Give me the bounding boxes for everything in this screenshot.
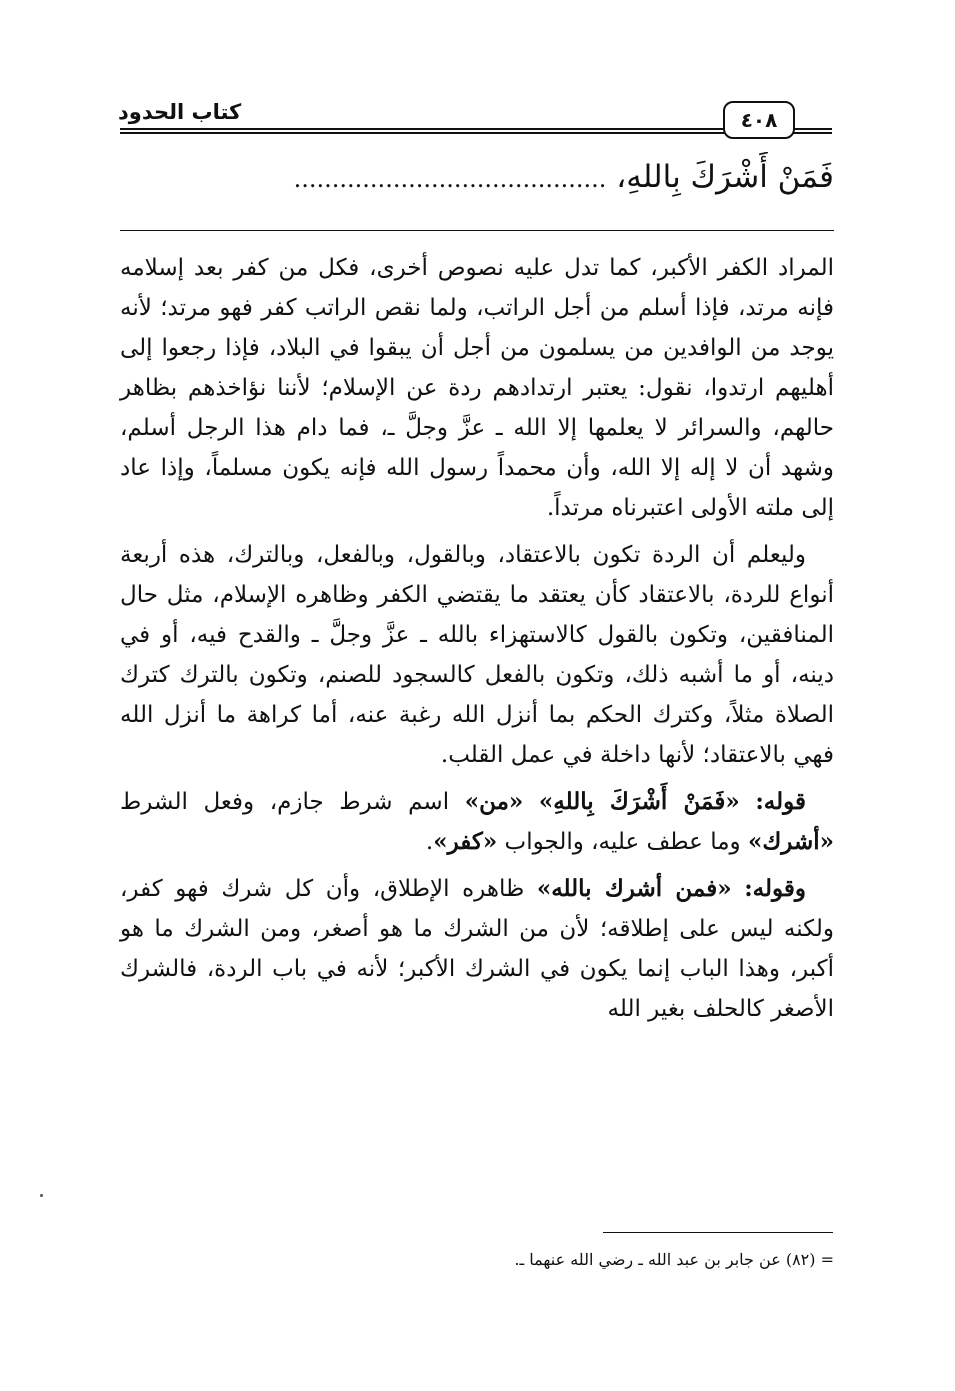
paragraph-4-rest: ظاهره الإطلاق، وأن كل شرك فهو كفر، ولكنه ليس على إطلاقه؛ لأن من الشرك ما هو أصغر، ومن الشرك ما هو أكبر، وهذا الباب إنما يكون في الشرك الأكبر؛ لأنه في باب الردة، فالشرك الأصغر كالحلف بغير الله (120, 876, 834, 1022)
paragraph-1: المراد الكفر الأكبر، كما تدل عليه نصوص أخرى، فكل من كفر بعد إسلامه فإنه مرتد، فإذا أسلم من أجل الراتب، ولما نقص الراتب كفر فهو مرتد؛ لأنه يوجد من الوافدين من يسلمون من أجل أن يبقوا في البلاد، فإذا رجعوا إلى أهليهم ارتدوا، نقول: يعتبر ارتدادهم ردة عن الإسلام؛ لأننا نؤاخذهم بظاهر حالهم، والسرائر لا يعلمها إلا الله ـ عزَّ وجلَّ ـ، فما دام هذا الرجل أسلم، وشهد أن لا إله إلا الله، وأن محمداً رسول الله فإنه يكون مسلماً، وإذا عاد إلى ملته الأولى اعتبرناه مرتداً. (120, 255, 834, 521)
footnote-text: (٨٢) عن جابر بن عبد الله ـ رضي الله عنهما ـ. (514, 1250, 816, 1269)
paragraph-3-label: قوله: (755, 788, 807, 815)
page-number: ٤٠٨ (723, 101, 795, 139)
paragraph-3-kafara: «كفر» (433, 828, 498, 855)
matn-text: فَمَنْ أَشْرَكَ بِاللهِ، (616, 159, 834, 195)
matn-dots: ......................................... (293, 165, 607, 193)
footnote (300, 1247, 834, 1273)
footnote-separator (603, 1232, 833, 1233)
paragraph-4 (120, 869, 834, 1029)
scan-speck (40, 1194, 43, 1197)
paragraph-4-quote: «فمن أشرك بالله» (536, 875, 732, 902)
paragraph-3-mid: اسم شرط جازم، وفعل الشرط (120, 789, 450, 815)
matn-separator (120, 230, 834, 231)
matn-line (120, 152, 834, 202)
paragraph-3-man: «من» (464, 788, 524, 815)
paragraph-4-label: وقوله: (744, 875, 806, 902)
paragraph-3 (120, 782, 834, 862)
paragraph-3-end: . (425, 829, 434, 855)
body-text (120, 248, 834, 1036)
paragraph-3-mid2: وما عطف عليه، والجواب (504, 829, 741, 855)
footnote-marker: = (820, 1250, 834, 1269)
running-header-title: كتاب الحدود (118, 100, 242, 124)
paragraph-2: وليعلم أن الردة تكون بالاعتقاد، وبالقول، وبالفعل، وبالترك، هذه أربعة أنواع للردة، بالاعتقاد كأن يعتقد ما يقتضي الكفر وظاهره الإسلام، مثل حال المنافقين، وتكون بالقول كالاستهزاء بالله ـ عزَّ وجلَّ ـ والقدح فيه، أو في دينه، أو ما أشبه ذلك، وتكون بالفعل كالسجود للصنم، وتكون بالترك كترك الصلاة مثلاً، وكترك الحكم بما أنزل الله رغبة عنه، أما كراهة ما أنزل الله فهي بالاعتقاد؛ لأنها داخلة في عمل القلب. (120, 542, 834, 768)
paragraph-3-ashraka: «أشرك» (747, 828, 834, 855)
paragraph-3-quote: «فَمَنْ أَشْرَكَ بِاللهِ» (538, 788, 740, 815)
